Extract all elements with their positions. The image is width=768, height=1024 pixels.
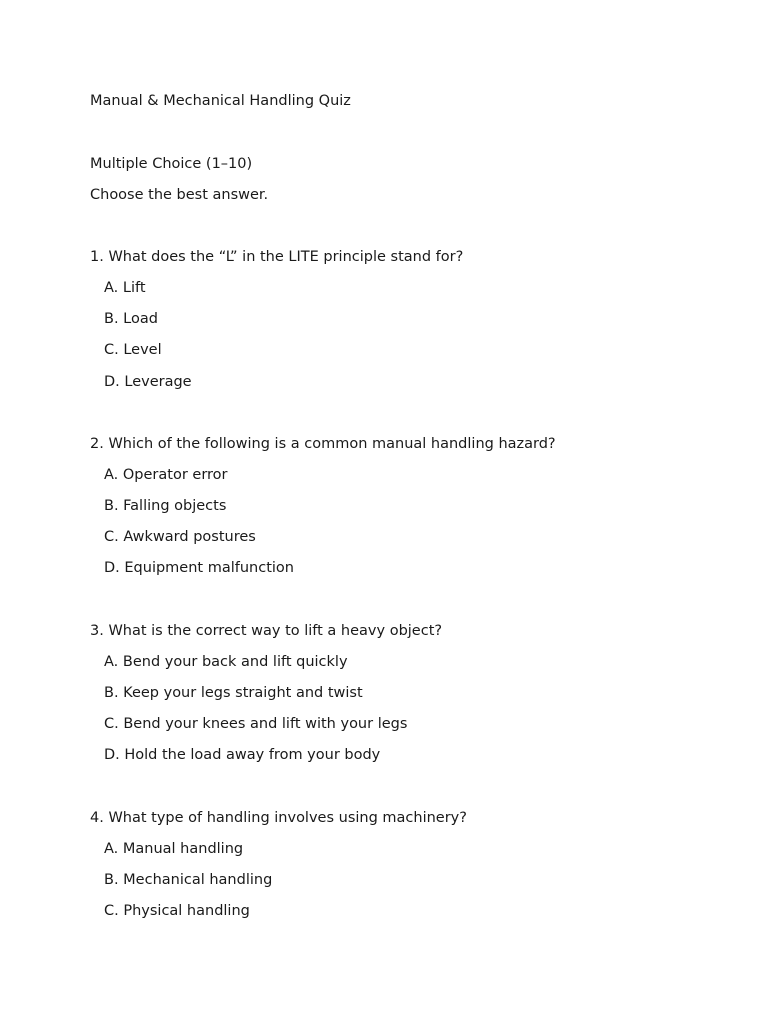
question-1-option-b: B. Load [104, 311, 158, 327]
question-1: 1. What does the “L” in the LITE principle stand for? [90, 249, 464, 265]
question-4-option-b: B. Mechanical handling [104, 872, 273, 888]
question-4-option-a: A. Manual handling [104, 841, 244, 857]
section-heading: Multiple Choice (1–10) [90, 156, 253, 172]
question-4: 4. What type of handling involves using machinery? [90, 810, 467, 826]
question-2-option-c: C. Awkward postures [104, 529, 256, 545]
question-3: 3. What is the correct way to lift a heavy object? [90, 623, 443, 639]
question-1-option-c: C. Level [104, 342, 162, 358]
question-2-option-a: A. Operator error [104, 467, 228, 483]
question-1-option-a: A. Lift [104, 280, 146, 296]
question-2-option-b: B. Falling objects [104, 498, 227, 514]
question-2: 2. Which of the following is a common manual handling hazard? [90, 436, 556, 452]
question-1-option-d: D. Leverage [104, 374, 192, 390]
question-3-option-c: C. Bend your knees and lift with your legs [104, 716, 408, 732]
question-3-option-a: A. Bend your back and lift quickly [104, 654, 348, 670]
question-2-option-d: D. Equipment malfunction [104, 560, 294, 576]
question-4-option-c: C. Physical handling [104, 903, 250, 919]
question-3-option-b: B. Keep your legs straight and twist [104, 685, 363, 701]
question-3-option-d: D. Hold the load away from your body [104, 747, 381, 763]
document-title: Manual & Mechanical Handling Quiz [90, 93, 351, 109]
instruction-text: Choose the best answer. [90, 187, 269, 203]
